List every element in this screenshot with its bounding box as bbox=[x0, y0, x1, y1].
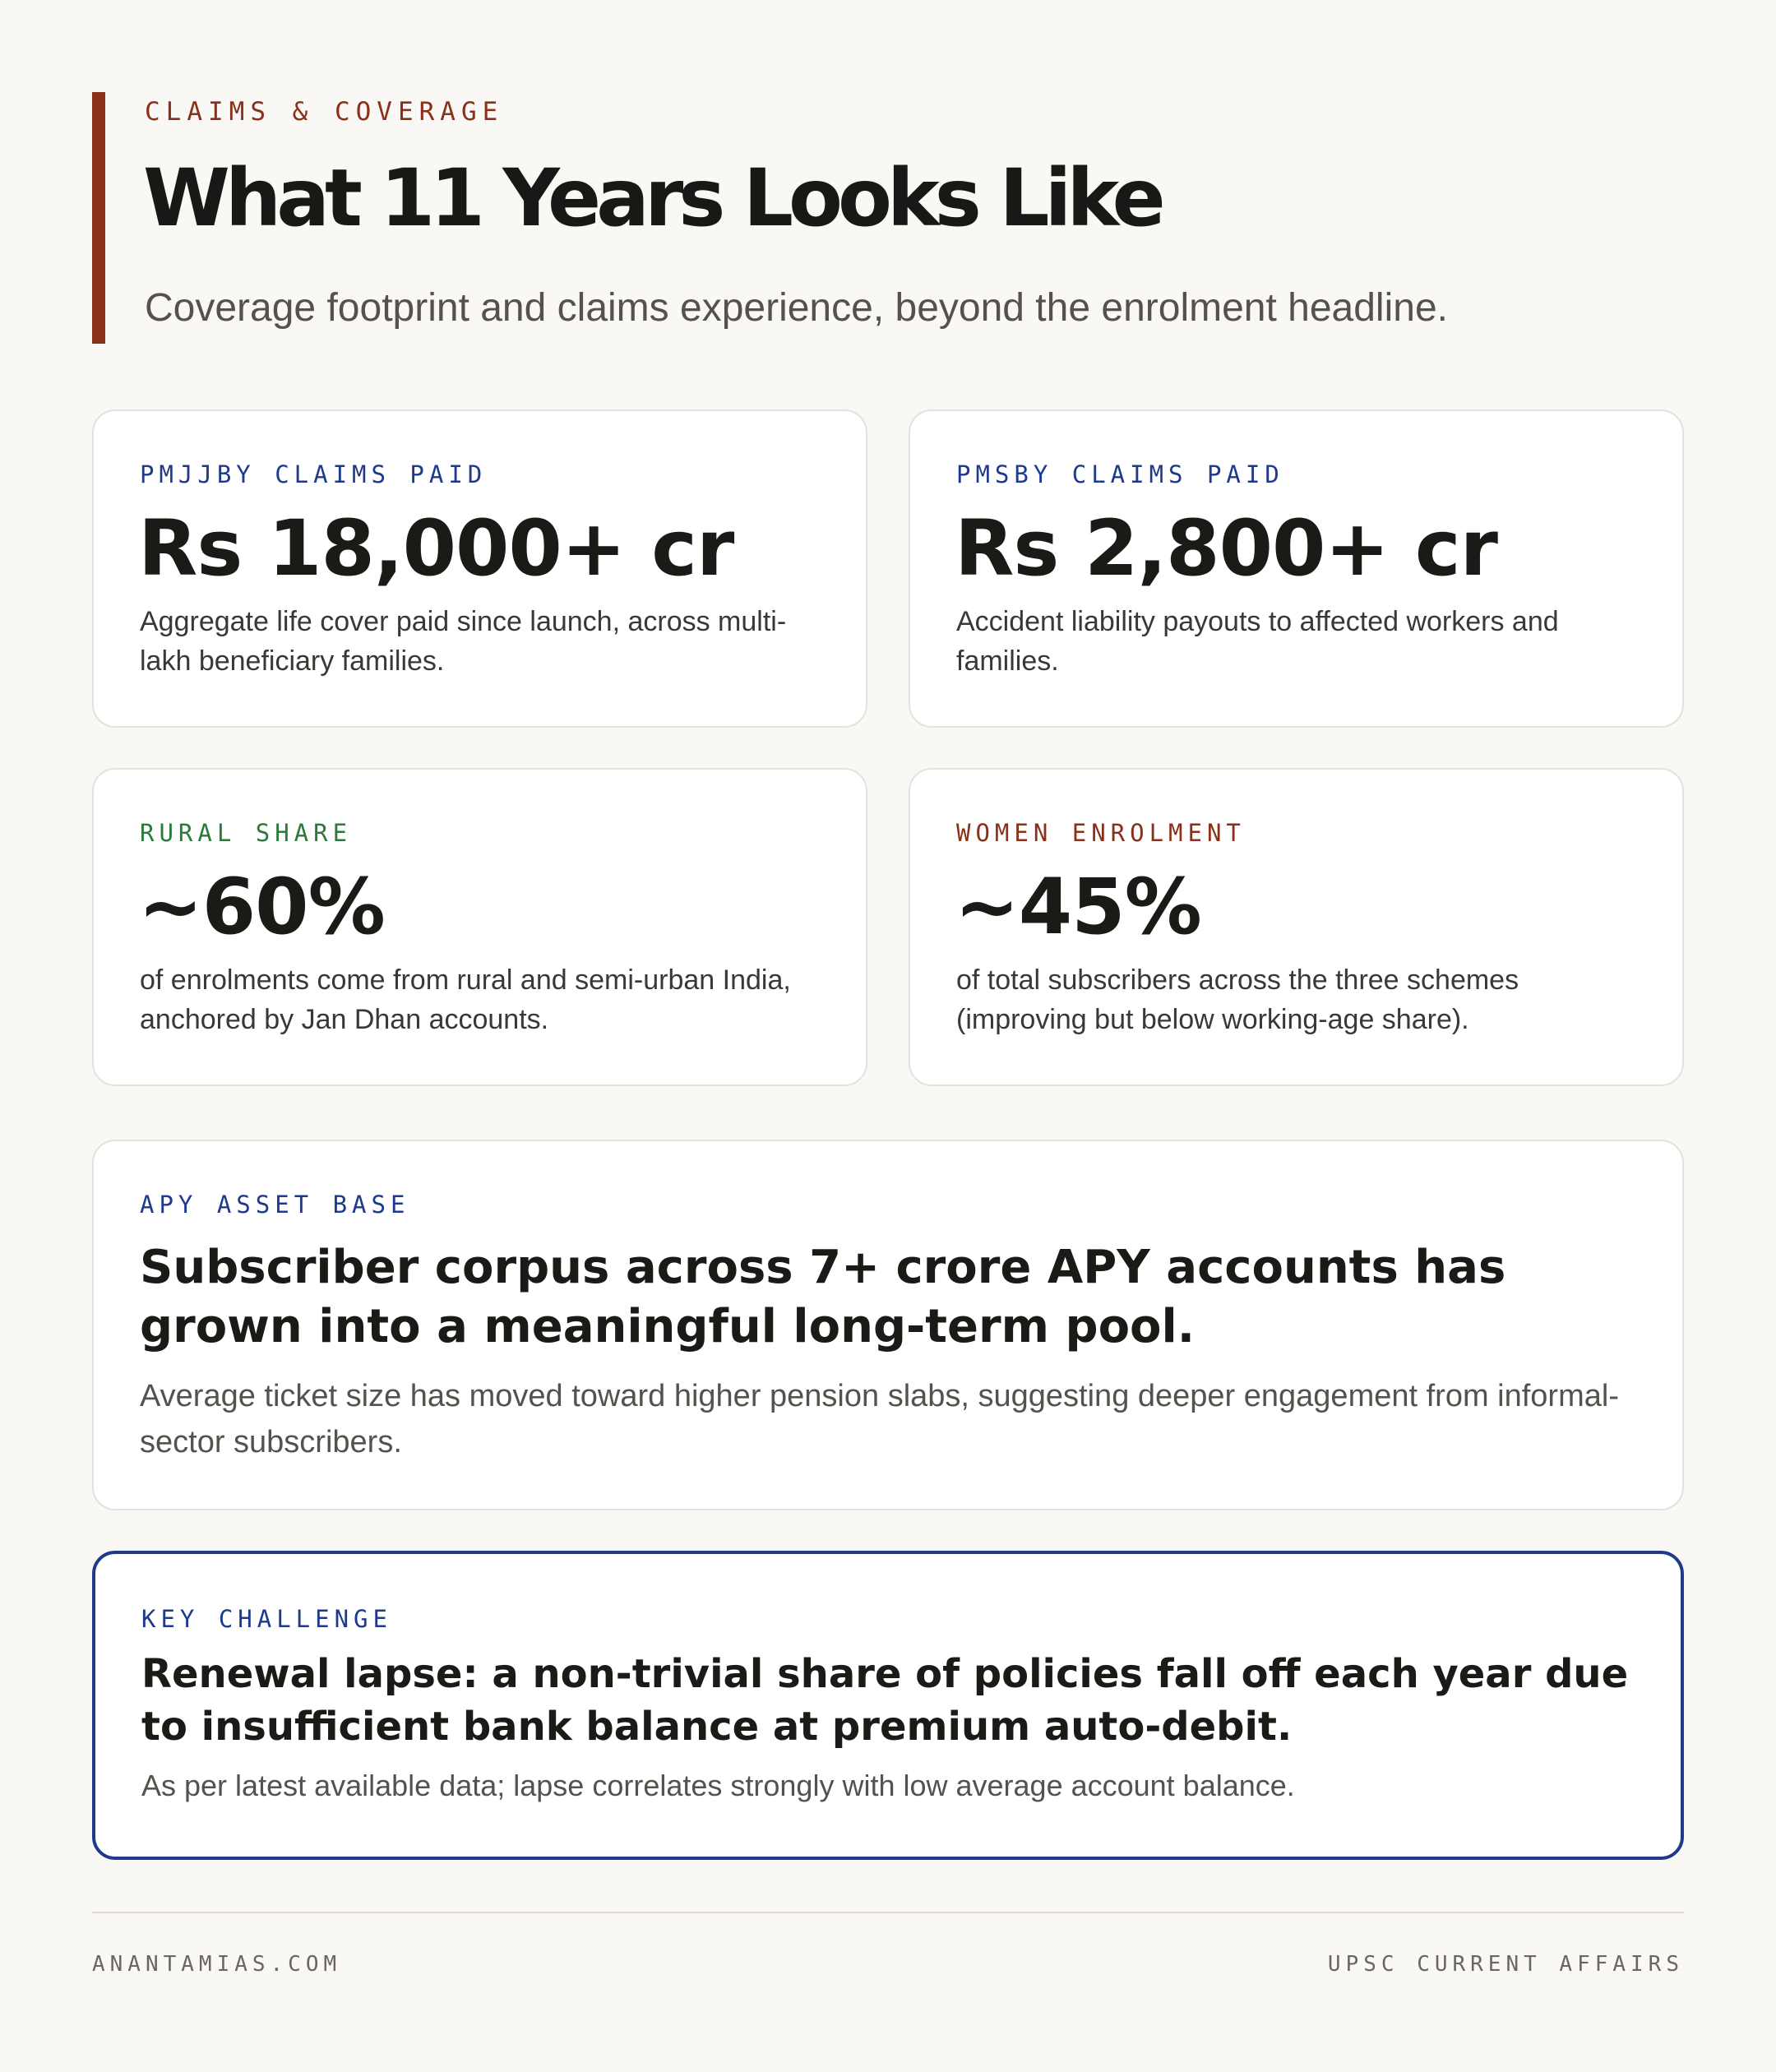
stat-label: WOMEN ENROLMENT bbox=[956, 819, 1246, 847]
apy-headline: Subscriber corpus across 7+ crore APY accounts has grown into a meaningful long-term pool. bbox=[140, 1241, 1506, 1353]
stat-card-pmsby bbox=[909, 409, 1684, 728]
key-challenge-card bbox=[92, 1551, 1684, 1860]
header-accent-bar bbox=[92, 92, 105, 344]
challenge-body: As per latest available data; lapse correlates strongly with low average account balance. bbox=[141, 1769, 1295, 1802]
stat-description: Aggregate life cover paid since launch, across multi-lakh beneficiary families. bbox=[140, 606, 787, 677]
stat-description: Accident liability payouts to affected workers and families. bbox=[956, 606, 1559, 677]
stat-card-rural-share bbox=[92, 768, 867, 1086]
stat-label: RURAL SHARE bbox=[140, 819, 353, 847]
page-subtitle: Coverage footprint and claims experience, beyond the enrolment headline. bbox=[145, 286, 1448, 330]
stat-value: Rs 18,000+ cr bbox=[138, 504, 734, 594]
stat-label: PMJJBY CLAIMS PAID bbox=[140, 460, 488, 488]
challenge-headline: Renewal lapse: a non-trivial share of policies fall off each year due to insufficient bank balance at premium auto-debit. bbox=[141, 1651, 1629, 1750]
stat-description: of enrolments come from rural and semi-urban India, anchored by Jan Dhan accounts. bbox=[140, 964, 791, 1035]
stat-label: PMSBY CLAIMS PAID bbox=[956, 460, 1284, 488]
page-header bbox=[92, 92, 1684, 344]
challenge-label: KEY CHALLENGE bbox=[141, 1605, 392, 1633]
stat-description: of total subscribers across the three schemes (improving but below working-age share). bbox=[956, 964, 1519, 1035]
apy-asset-base-card bbox=[92, 1140, 1684, 1510]
section-eyebrow: CLAIMS & COVERAGE bbox=[145, 97, 504, 127]
stat-card-pmjjby bbox=[92, 409, 867, 728]
page-title: What 11 Years Looks Like bbox=[143, 152, 1161, 244]
stat-value: ~45% bbox=[955, 863, 1201, 952]
stat-value: Rs 2,800+ cr bbox=[955, 504, 1497, 594]
stat-value: ~60% bbox=[138, 863, 385, 952]
apy-body: Average ticket size has moved toward higher pension slabs, suggesting deeper engagement from informal-sector subscribers. bbox=[140, 1379, 1619, 1459]
footer-divider bbox=[92, 1912, 1684, 1913]
apy-label: APY ASSET BASE bbox=[140, 1191, 410, 1219]
stat-card-women-enrolment bbox=[909, 768, 1684, 1086]
footer-site-link[interactable]: ANANTAMIAS.COM bbox=[92, 1952, 342, 1977]
footer-tagline: UPSC CURRENT AFFAIRS bbox=[1327, 1952, 1684, 1977]
